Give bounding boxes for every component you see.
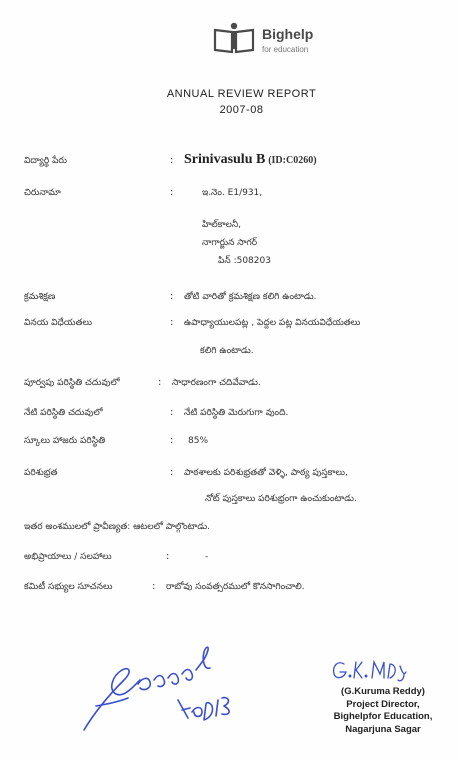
committee-value: రాబోవు సంవత్సరములో కొనసాగించాలి. — [166, 582, 305, 592]
obedience-value-cont: కలిగి ఉంటాడు. — [200, 346, 254, 356]
signatory-block — [318, 686, 448, 736]
address-line: హిల్‌కాలనీ, — [202, 220, 242, 230]
cleanliness-label: పరిశుభ్రత — [24, 468, 58, 478]
address-line: నాగార్జున సాగర్ — [202, 238, 258, 248]
obedience-label: వినయ విధేయతలు — [24, 318, 92, 328]
current-study-value: నేటి పరిస్థితి మెరుగుగా వుంది. — [184, 408, 289, 418]
opinions-label: అభిప్రాయాలు / సలహాలు — [24, 552, 112, 562]
signatory-name: (G.Kuruma Reddy) — [341, 686, 425, 697]
prev-study-label: పూర్వపు పరిస్థితి చదువులో — [24, 378, 120, 388]
handwritten-signature-left — [78, 640, 238, 740]
discipline-label: క్రమశిక్షణ — [24, 292, 56, 302]
colon: : — [170, 435, 174, 446]
colon: : — [170, 467, 174, 478]
signatory-org: Bighelpfor Education, — [333, 711, 433, 722]
discipline-value: తోటి వారితో క్రమశిక్షణ కలిగి ఉంటాడు. — [184, 292, 317, 302]
colon: : — [152, 581, 156, 592]
student-id: (ID:C0260) — [268, 155, 317, 166]
prev-study-value: సాధారణంగా చదివేవాడు. — [172, 378, 261, 388]
student-name: Srinivasulu B — [184, 152, 266, 167]
obedience-value: ఉపాధ్యాయులపట్ల , పెద్దల పట్ల వినయవిధేయతలు — [184, 318, 361, 328]
student-name-value — [184, 152, 317, 168]
cleanliness-value: పాఠశాలకు పరిశుభ్రతతో వెళ్ళి, పాఠ్య పుస్తకాలు, — [184, 468, 348, 478]
colon: : — [166, 551, 170, 562]
address-line: పిన్ :508203 — [218, 256, 271, 266]
committee-label: కమిటీ సభ్యుల సూచనలు — [24, 582, 113, 592]
logo-tagline: for education — [262, 45, 309, 54]
cleanliness-value-cont: నోట్ పుస్తకాలు పరిశుభ్రంగా ఉంచుకుంటాడు. — [205, 494, 357, 504]
signatory-place: Nagarjuna Sagar — [345, 723, 421, 735]
book-person-icon — [212, 22, 256, 54]
attendance-value: 85% — [188, 436, 209, 446]
colon: : — [170, 187, 174, 198]
opinions-value: - — [205, 552, 209, 562]
bighelp-logo — [212, 20, 312, 60]
attendance-label: స్కూలు హాజరు పరిస్థితి — [24, 436, 106, 446]
report-title: ANNUAL REVIEW REPORT — [166, 88, 317, 100]
colon: : — [158, 377, 162, 388]
colon: : — [170, 291, 174, 302]
student-name-label: విద్యార్థి పేరు — [24, 156, 67, 166]
colon: : — [170, 317, 174, 328]
colon: : — [170, 155, 174, 166]
other-skills-text: ఇతర అంశములలో ప్రావీణ్యత: ఆటలలో పాల్గొంటాడు. — [24, 522, 211, 532]
signatory-title: Project Director, — [346, 698, 420, 710]
report-year: 2007-08 — [219, 104, 264, 116]
colon: : — [170, 407, 174, 418]
current-study-label: నేటి పరిస్థితి చదువులో — [24, 408, 103, 418]
address-label: చిరునామా — [24, 188, 61, 198]
logo-name: Bighelp — [262, 26, 314, 42]
address-line: ఇ.నెం. E1/931, — [202, 188, 263, 198]
handwritten-signature-right — [330, 656, 410, 684]
